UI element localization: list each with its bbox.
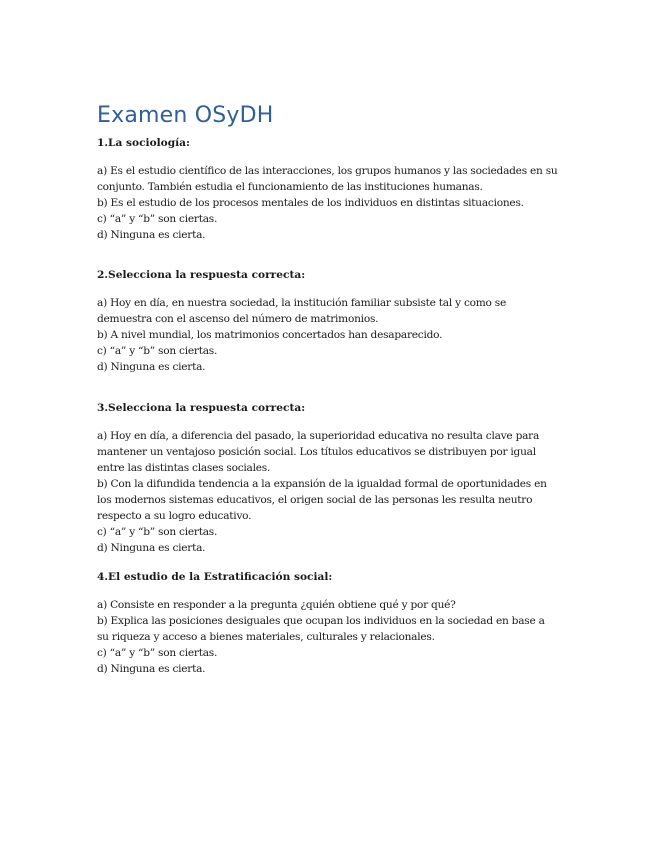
question-1-heading: 1.La sociología: (97, 137, 190, 149)
question-4-option-c: c) “a” y “b” son ciertas. (97, 647, 218, 659)
question-2-option-d: d) Ninguna es cierta. (97, 361, 206, 373)
question-1-option-a: a) Es el estudio científico de las interacciones, los grupos humanos y las sociedades en su conjunto. También estudia el funcionamiento de las instituciones humanas. (97, 165, 558, 193)
question-1-option-c: c) “a” y “b” son ciertas. (97, 213, 218, 225)
question-4-option-d: d) Ninguna es cierta. (97, 663, 206, 675)
question-1-option-d: d) Ninguna es cierta. (97, 229, 206, 241)
question-4-heading: 4.El estudio de la Estratificación social: (97, 571, 333, 583)
question-2-option-c: c) “a” y “b” son ciertas. (97, 345, 218, 357)
question-4-options (97, 597, 559, 677)
question-3-options (97, 428, 559, 556)
question-2-heading: 2.Selecciona la respuesta correcta: (97, 269, 306, 281)
question-3-option-b: b) Con la difundida tendencia a la expansión de la igualdad formal de oportunidades en los modernos sistemas educativos, el origen social de las personas les resulta neutro respecto a su logro educativo. (97, 478, 547, 522)
question-3-option-d: d) Ninguna es cierta. (97, 542, 206, 554)
question-3-option-c: c) “a” y “b” son ciertas. (97, 526, 218, 538)
question-1-options (97, 163, 559, 243)
question-3-option-a: a) Hoy en día, a diferencia del pasado, la superioridad educativa no resulta clave para mantener un ventajoso posición social. Los títulos educativos se distribuyen por igual entre las distintas clases sociales. (97, 430, 540, 474)
question-2-options (97, 295, 559, 375)
question-3-heading: 3.Selecciona la respuesta correcta: (97, 402, 306, 414)
question-2-option-b: b) A nivel mundial, los matrimonios concertados han desaparecido. (97, 329, 443, 341)
question-1-option-b: b) Es el estudio de los procesos mentales de los individuos en distintas situaciones. (97, 197, 524, 209)
question-4-option-a: a) Consiste en responder a la pregunta ¿quién obtiene qué y por qué? (97, 599, 456, 611)
question-4-option-b: b) Explica las posiciones desiguales que ocupan los individuos en la sociedad en base a su riqueza y acceso a bienes materiales, culturales y relacionales. (97, 615, 545, 643)
question-2-option-a: a) Hoy en día, en nuestra sociedad, la institución familiar subsiste tal y como se demuestra con el ascenso del número de matrimonios. (97, 297, 507, 325)
document-title: Examen OSyDH (97, 103, 274, 128)
